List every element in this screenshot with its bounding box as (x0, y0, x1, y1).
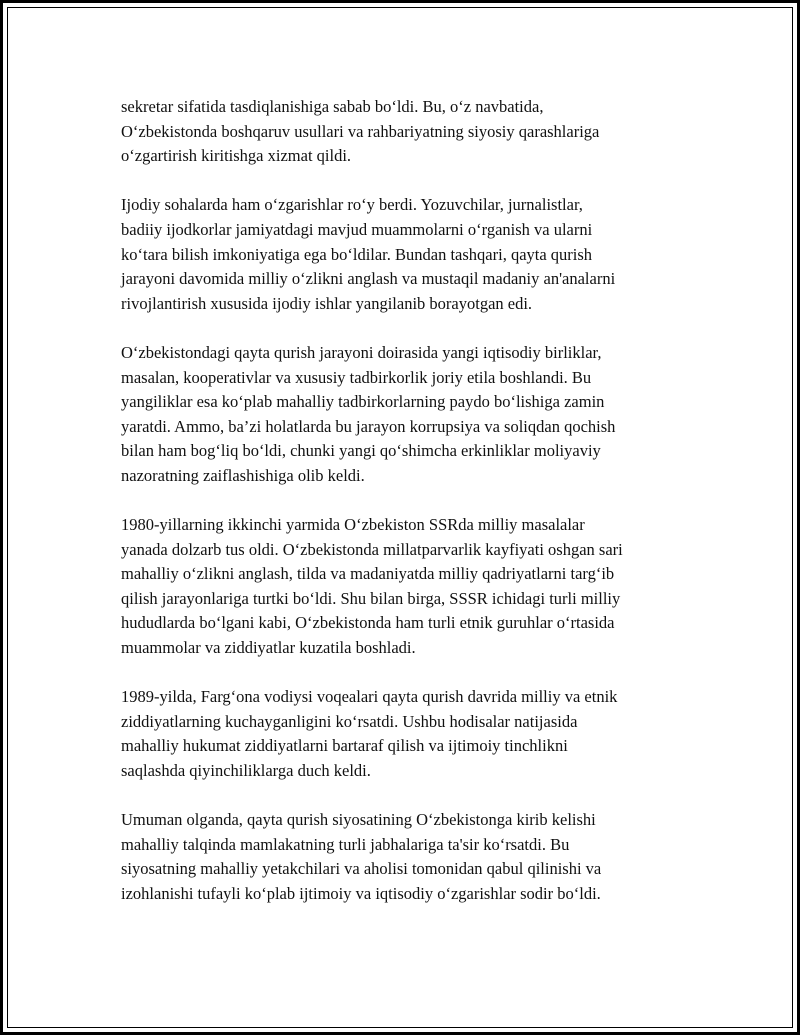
paragraph-5: 1989-yilda, Farg‘ona vodiysi voqealari qayta qurish davrida milliy va etnik ziddiyatlarning kuchayganligini ko‘rsatdi. Ushbu hodisalar natijasida mahalliy hukumat ziddiyatlarni bartaraf qilish va ijtimoiy tinchlikni saqlashda qiyinchiliklarga duch keldi. (121, 687, 618, 781)
paragraph-2: Ijodiy sohalarda ham o‘zgarishlar ro‘y berdi. Yozuvchilar, jurnalistlar, badiiy ijodkorlar jamiyatdagi mavjud muammolarni o‘rganish va ularni ko‘tara bilish imkoniyatiga ega bo‘ldilar. Bundan tashqari, qayta qurish jarayoni davomida milliy o‘zlikni anglash va mustaqil madaniy an'analarni rivojlantirish xususida ijodiy ishlar yangilanib borayotgan edi. (121, 195, 616, 313)
paragraph-1: sekretar sifatida tasdiqlanishiga sabab bo‘ldi. Bu, o‘z navbatida, O‘zbekistonda boshqaruv usullari va rahbariyatning siyosiy qarashlariga o‘zgartirish kiritishga xizmat qildi. (121, 97, 600, 166)
document-body (121, 95, 691, 907)
paragraph-6: Umuman olganda, qayta qurish siyosatining O‘zbekistonga kirib kelishi mahalliy talqinda mamlakatning turli jabhalariga ta'sir ko‘rsatdi. Bu siyosatning mahalliy yetakchilari va aholisi tomonidan qabul qilinishi va izohlanishi tufayli ko‘plab ijtimoiy va iqtisodiy o‘zgarishlar sodir bo‘ldi. (121, 810, 602, 903)
paragraph-4: 1980-yillarning ikkinchi yarmida O‘zbekiston SSRda milliy masalalar yanada dolzarb tus oldi. O‘zbekistonda millatparvarlik kayfiyati oshgan sari mahalliy o‘zlikni anglash, tilda va madaniyatda milliy qadriyatlarni targ‘ib qilish jarayonlariga turtki bo‘ldi. Shu bilan birga, SSSR ichidagi turli milliy hududlarda bo‘lgani kabi, O‘zbekistonda ham turli etnik guruhlar o‘rtasida muammolar va ziddiyatlar kuzatila boshladi. (121, 515, 623, 658)
paragraph-3: O‘zbekistondagi qayta qurish jarayoni doirasida yangi iqtisodiy birliklar, masalan, kooperativlar va xususiy tadbirkorlik joriy etila boshlandi. Bu yangiliklar esa ko‘plab mahalliy tadbirkorlarning paydo bo‘lishiga zamin yaratdi. Ammo, ba’zi holatlarda bu jarayon korrupsiya va soliqdan qochish bilan ham bog‘liq bo‘ldi, chunki yangi qo‘shimcha erkinliklar moliyaviy nazoratning zaiflashishiga olib keldi. (121, 342, 616, 485)
